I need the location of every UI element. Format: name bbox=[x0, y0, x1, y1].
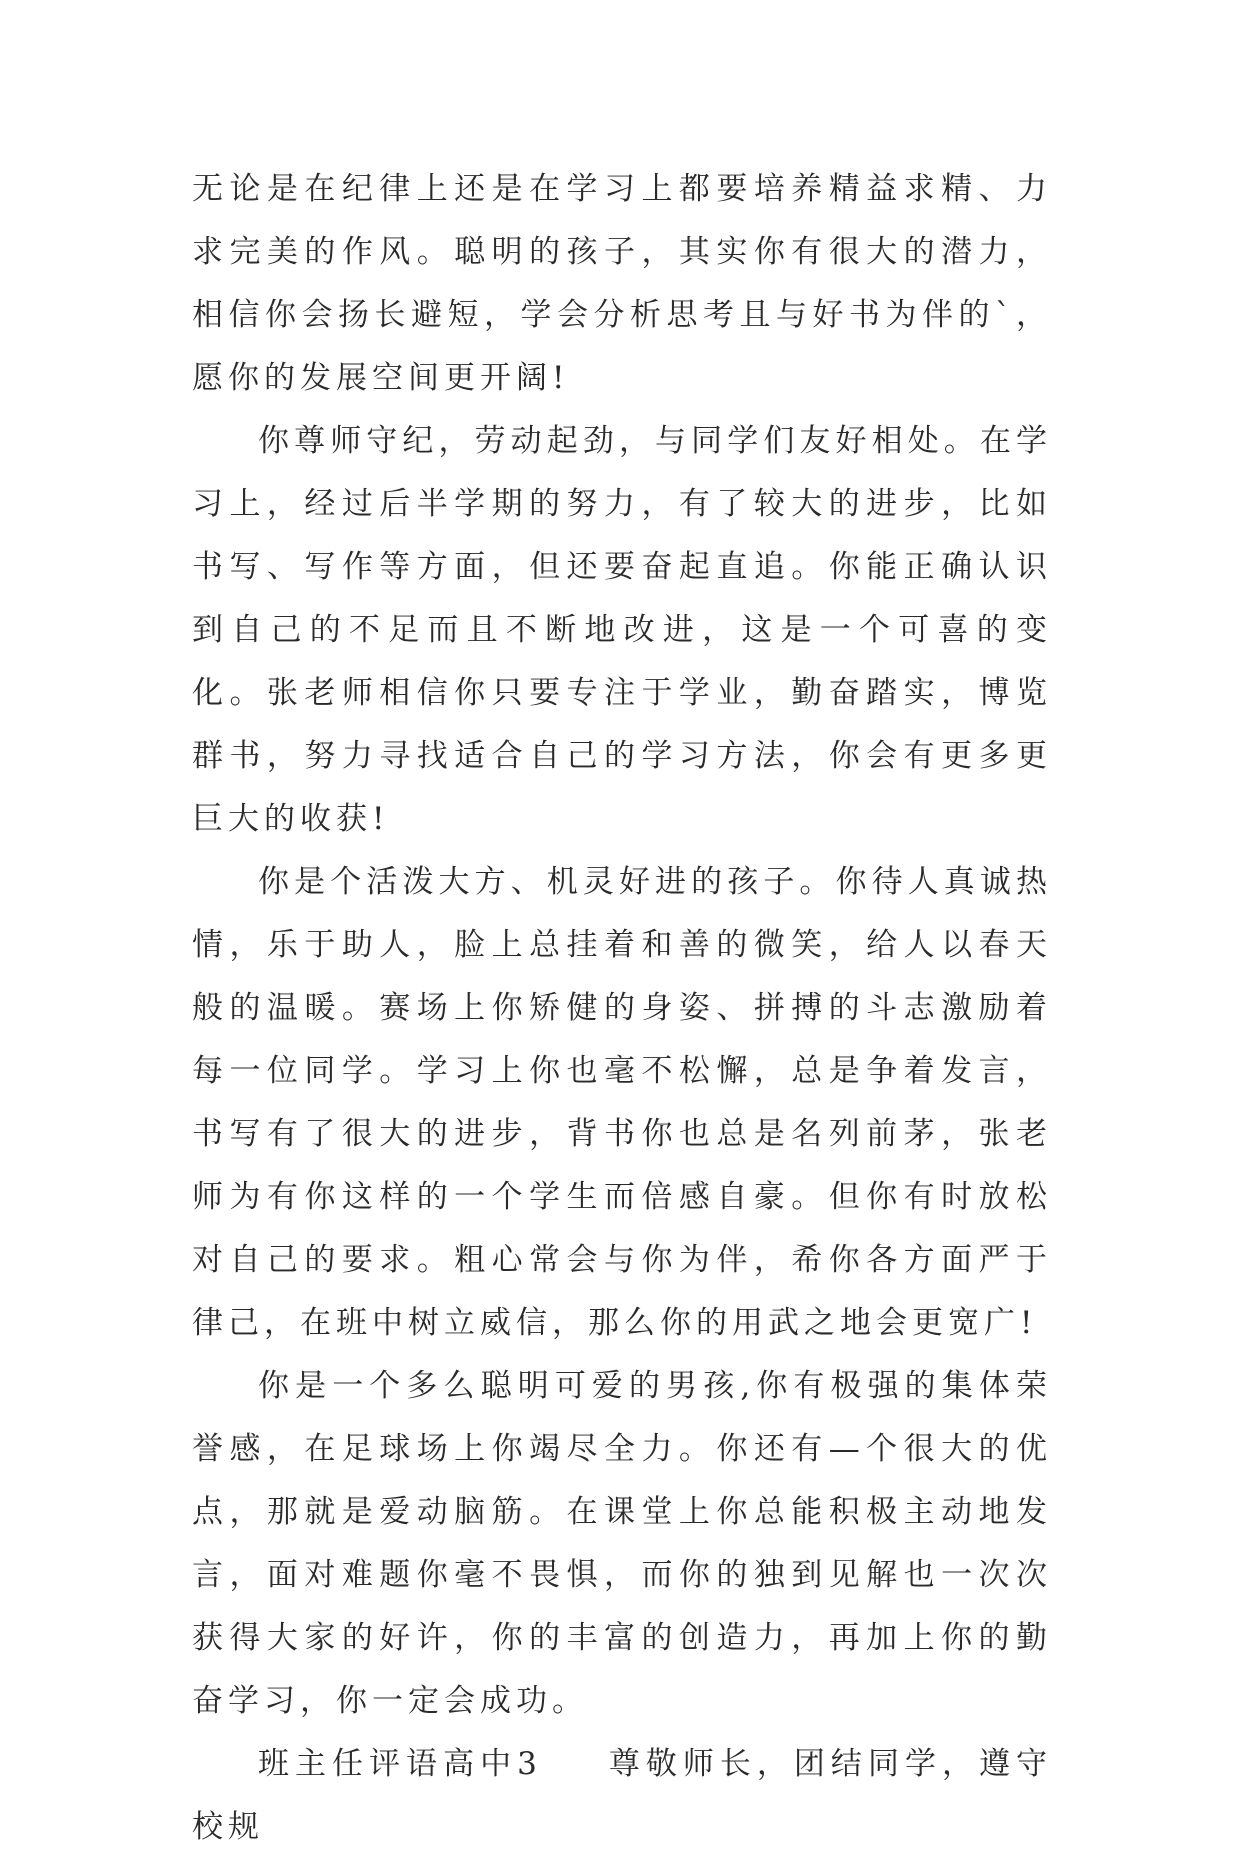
section-heading-line bbox=[192, 1733, 1052, 1859]
paragraph-3: 你是个活泼大方、机灵好进的孩子。你待人真诚热情，乐于助人，脸上总挂着和善的微笑，给人以春天般的温暖。赛场上你矫健的身姿、拼搏的斗志激励着每一位同学。学习上你也毫不松懈，总是争着发言，书写有了很大的进步，背书你也总是名列前茅，张老师为有你这样的一个学生而倍感自豪。但你有时放松对自己的要求。粗心常会与你为伴，希你各方面严于律己，在班中树立威信，那么你的用武之地会更宽广! bbox=[192, 864, 1052, 1341]
document-body bbox=[192, 158, 1052, 1859]
section-heading: 班主任评语高中3 bbox=[258, 1746, 542, 1782]
paragraph-4: 你是一个多么聪明可爱的男孩,你有极强的集体荣誉感，在足球场上你竭尽全力。你还有—个很大的优点，那就是爱动脑筋。在课堂上你总能积极主动地发言，面对难题你毫不畏惧，而你的独到见解也一次次获得大家的好许，你的丰富的创造力，再加上你的勤奋学习，你一定会成功。 bbox=[192, 1368, 1052, 1719]
paragraph-1: 无论是在纪律上还是在学习上都要培养精益求精、力求完美的作风。聪明的孩子，其实你有很大的潜力，相信你会扬长避短，学会分析思考且与好书为伴的`，愿你的发展空间更开阔! bbox=[192, 171, 1052, 396]
paragraph-2: 你尊师守纪，劳动起劲，与同学们友好相处。在学习上，经过后半学期的努力，有了较大的进步，比如书写、写作等方面，但还要奋起直追。你能正确认识到自己的不足而且不断地改进，这是一个可喜的变化。张老师相信你只要专注于学业，勤奋踏实，博览群书，努力寻找适合自己的学习方法，你会有更多更巨大的收获! bbox=[192, 423, 1052, 837]
section-continuation-text: 尊敬师长，团结同学，遵守校规 bbox=[192, 1746, 1052, 1845]
